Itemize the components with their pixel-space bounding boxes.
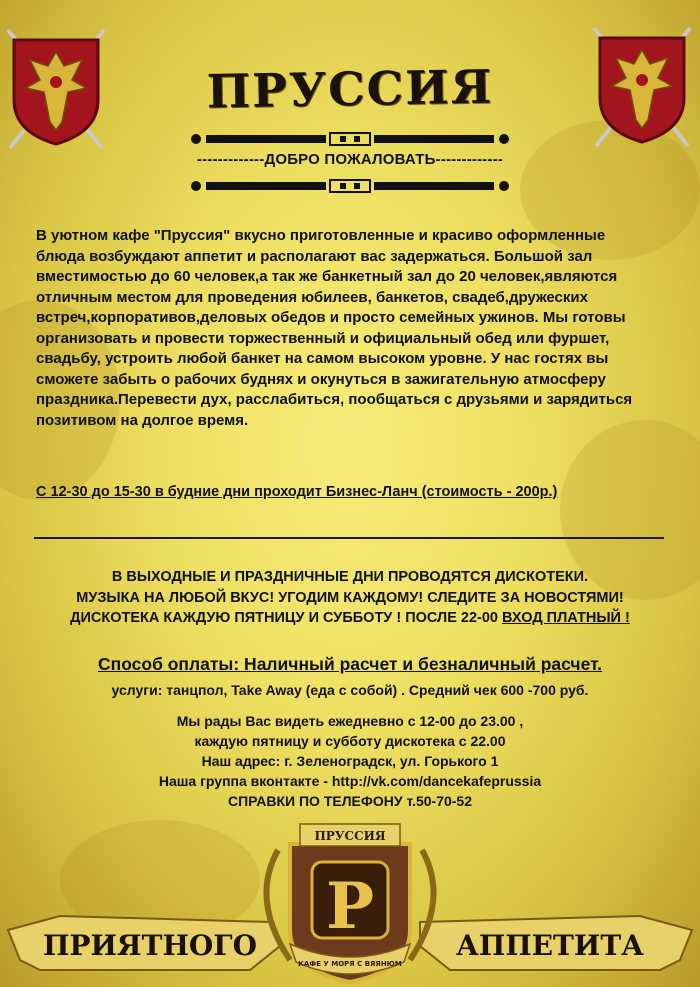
payment-methods: Способ оплаты: Наличный расчет и безналичный расчет. bbox=[97, 654, 602, 674]
services-text: услуги: танцпол, Take Away (еда с собой) . Средний чек 600 -700 руб. bbox=[111, 682, 589, 698]
disco-line: В ВЫХОДНЫЕ И ПРАЗДНИЧНЫЕ ДНИ ПРОВОДЯТСЯ ДИСКОТЕКИ. bbox=[111, 569, 589, 585]
banner-right-text: АППЕТИТА bbox=[456, 929, 644, 962]
cafe-logo-icon bbox=[0, 820, 700, 987]
paid-entry-text: ВХОД ПЛАТНЫЙ ! bbox=[502, 610, 630, 626]
disco-hours-text: каждую пятницу и субботу дискотека с 22.00 bbox=[194, 733, 506, 749]
phone-text: СПРАВКИ ПО ТЕЛЕФОНУ т.50-70-52 bbox=[228, 793, 472, 809]
intro-line: праздника.Перевести дух, расслабиться, пообщаться с друзьями и зарядиться bbox=[36, 391, 633, 408]
intro-line: свадьбу, устроить любой банкет на самом высоком уровне. У нас гостях вы bbox=[36, 350, 609, 367]
intro-line: отличным местом для проведения юбилеев, банкетов, свадеб,дружеских bbox=[36, 288, 588, 306]
vk-link[interactable]: Наша группа вконтакте - http://vk.com/dancekafeprussia bbox=[158, 773, 542, 789]
ornament-divider bbox=[190, 178, 510, 194]
intro-line: организовать и провести торжественный и официальный обед или фуршет, bbox=[36, 329, 610, 347]
disco-line bbox=[0, 608, 700, 629]
intro-line: сможете забыть о рабочих буднях и окунуться в зажигательную атмосферу bbox=[36, 370, 606, 388]
disco-line-text: ДИСКОТЕКА КАЖДУЮ ПЯТНИЦУ И СУББОТУ ! ПОСЛЕ 22-00 bbox=[70, 610, 503, 626]
intro-line: вместимостью до 60 человек,а так же банкетный зал до 20 человек,являются bbox=[36, 268, 618, 285]
disco-line: МУЗЫКА НА ЛЮБОЙ ВКУС! УГОДИМ КАЖДОМУ! СЛЕДИТЕ ЗА НОВОСТЯМИ! bbox=[76, 589, 624, 606]
contact-info bbox=[0, 711, 700, 811]
page-title: ПРУССИЯ bbox=[206, 59, 494, 119]
banner-left-text: ПРИЯТНОГО bbox=[42, 929, 258, 962]
divider-line bbox=[34, 537, 664, 539]
logo-ribbon-text: КАФЕ У МОРЯ С ВЯЯНЮМ bbox=[298, 960, 402, 968]
intro-line: блюда возбуждают аппетит и располагают вас задержаться. Большой зал bbox=[36, 247, 593, 265]
intro-line: В уютном кафе "Пруссия" вкусно приготовленные и красиво оформленные bbox=[36, 227, 606, 244]
intro-line: позитивом на долгое время. bbox=[36, 411, 249, 429]
hours-text: Мы рады Вас видеть ежедневно с 12-00 до 23.00 , bbox=[176, 713, 524, 729]
logo-letter: Р bbox=[325, 869, 375, 944]
welcome-text: -------------ДОБРО ПОЖАЛОВАТЬ------------- bbox=[196, 151, 504, 168]
intro-paragraph bbox=[36, 226, 676, 431]
address-text: Наш адрес: г. Зеленоградск, ул. Горького 1 bbox=[201, 753, 499, 769]
ornament-divider bbox=[190, 131, 510, 147]
intro-line: встреч,корпоративов,деловых обедов и просто семейных ужинов. Мы готовы bbox=[36, 309, 626, 326]
business-lunch-text: С 12-30 до 15-30 в будние дни проходит Бизнес-Ланч (стоимость - 200р.) bbox=[36, 484, 558, 500]
logo-top-text: ПРУССИЯ bbox=[314, 829, 386, 843]
disco-announcement bbox=[0, 567, 700, 629]
